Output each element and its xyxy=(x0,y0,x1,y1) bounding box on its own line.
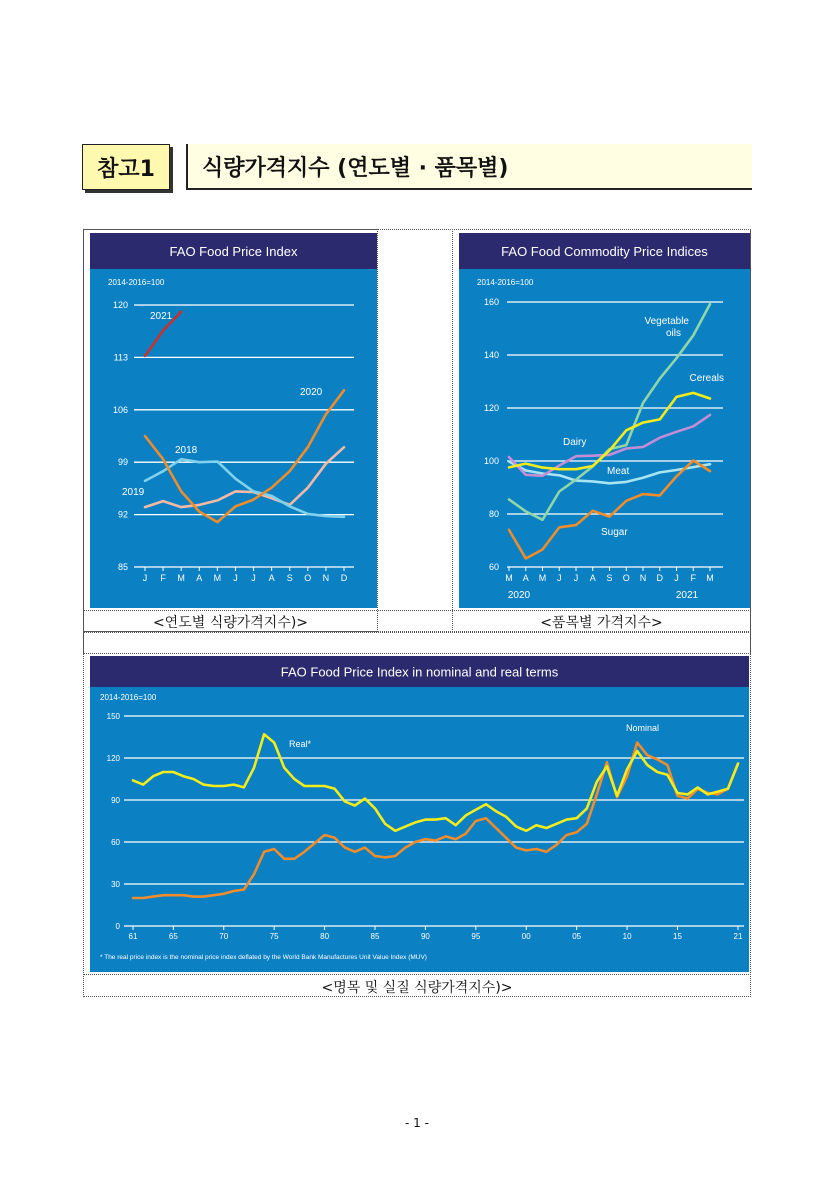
chart-background xyxy=(459,233,750,608)
series-label: 2020 xyxy=(300,387,323,398)
y-tick-label: 106 xyxy=(112,404,128,415)
x-tick-label: J xyxy=(573,573,579,583)
y-tick-label: 30 xyxy=(111,880,120,889)
series-label: Sugar xyxy=(601,527,628,538)
x-tick-label: J xyxy=(251,573,256,583)
series-label: Real* xyxy=(289,739,312,749)
y-tick-label: 120 xyxy=(112,300,128,310)
series-label: 2019 xyxy=(122,487,145,498)
series-label: oils xyxy=(665,328,681,339)
x-tick-label: 95 xyxy=(471,932,481,941)
x-tick-label: O xyxy=(622,573,630,583)
y-tick-label: 60 xyxy=(111,838,120,847)
series-label: Vegetable xyxy=(644,316,689,327)
chart-footnote: * The real price index is the nominal price index deflated by the World Bank Manufactures Unit Value Index (MUV) xyxy=(100,954,427,961)
chart-title: FAO Food Price Index in nominal and real terms xyxy=(280,664,559,680)
y-tick-label: 150 xyxy=(106,712,120,721)
section-title xyxy=(186,144,752,190)
x-tick-label: J xyxy=(142,573,148,583)
y-tick-label: 113 xyxy=(113,352,128,363)
y-tick-label: 0 xyxy=(115,922,120,931)
x-tick-label: 15 xyxy=(673,932,682,941)
x-tick-label: A xyxy=(196,573,203,583)
caption-bottom: <명목 및 실질 식량가격지수)> xyxy=(321,980,513,996)
y-tick-label: 99 xyxy=(117,457,128,468)
x-tick-label: J xyxy=(557,573,562,583)
x-tick-label: N xyxy=(322,573,330,583)
x-tick-label: 05 xyxy=(572,932,582,941)
caption-right: <품목별 가격지수> xyxy=(540,615,663,631)
x-tick-label: A xyxy=(589,573,596,583)
x-tick-label: M xyxy=(706,573,714,583)
x-tick-label: J xyxy=(674,573,679,583)
x-tick-label: 85 xyxy=(370,932,380,941)
y-tick-label: 100 xyxy=(483,456,499,466)
chart-title: FAO Food Price Index xyxy=(169,244,298,259)
x-tick-label: M xyxy=(538,573,547,583)
chart-nominal-real xyxy=(90,656,749,972)
x-tick-label: A xyxy=(268,573,275,583)
x-tick-label: 80 xyxy=(320,932,330,941)
page-number: - 1 - xyxy=(405,1116,429,1130)
y-tick-label: 120 xyxy=(106,754,120,763)
series-label: Dairy xyxy=(563,437,587,448)
caption-left: <연도별 식량가격지수)> xyxy=(152,615,309,631)
x-tick-label: 00 xyxy=(521,932,531,941)
y-tick-label: 140 xyxy=(483,350,499,360)
chart-background xyxy=(90,233,377,608)
x-tick-label: M xyxy=(213,573,222,583)
chart-subtitle: 2014-2016=100 xyxy=(100,693,157,702)
series-label: Nominal xyxy=(626,723,660,733)
x-tick-label: M xyxy=(177,573,185,583)
y-tick-label: 90 xyxy=(111,796,120,805)
chart-subtitle: 2014-2016=100 xyxy=(477,278,534,287)
x-tick-label: O xyxy=(304,573,312,583)
y-tick-label: 60 xyxy=(488,562,499,572)
x-tick-label: S xyxy=(606,573,613,583)
y-tick-label: 92 xyxy=(117,509,128,520)
chart-background xyxy=(90,656,749,972)
section-tag: 참고1 xyxy=(82,144,170,190)
series-label: Meat xyxy=(607,466,630,477)
section-title-text: 식량가격지수 (연도별 · 품목별) xyxy=(202,155,509,181)
y-tick-label: 160 xyxy=(483,297,499,307)
x-tick-label: 70 xyxy=(219,932,229,941)
chart-commodity-indices xyxy=(459,233,750,608)
x-tick-label: D xyxy=(656,573,663,583)
chart-yearly-index xyxy=(90,233,377,608)
x-tick-label: A xyxy=(522,573,529,583)
series-label: 2018 xyxy=(175,445,198,456)
x-tick-label: D xyxy=(340,573,348,583)
x-tick-label: 75 xyxy=(269,932,279,941)
x-tick-label: 61 xyxy=(128,932,138,941)
series-label: 2021 xyxy=(150,311,173,322)
x-tick-label: N xyxy=(639,573,647,583)
x-tick-label: S xyxy=(286,573,293,583)
x-tick-label: F xyxy=(160,573,166,583)
x-tick-label: 65 xyxy=(168,932,178,941)
series-label: Cereals xyxy=(689,373,724,384)
x-tick-label: 90 xyxy=(420,932,430,941)
y-tick-label: 85 xyxy=(117,562,128,572)
x-tick-label: J xyxy=(233,573,238,583)
year-label: 2021 xyxy=(675,590,699,601)
x-tick-label: F xyxy=(690,573,696,583)
year-label: 2020 xyxy=(507,590,531,601)
x-tick-label: 10 xyxy=(622,932,632,941)
chart-title: FAO Food Commodity Price Indices xyxy=(501,244,708,259)
x-tick-label: 21 xyxy=(733,932,743,941)
y-tick-label: 80 xyxy=(488,509,499,519)
chart-subtitle: 2014-2016=100 xyxy=(108,278,165,287)
y-tick-label: 120 xyxy=(483,403,499,413)
x-tick-label: M xyxy=(505,573,513,583)
spacer-row xyxy=(83,632,751,654)
